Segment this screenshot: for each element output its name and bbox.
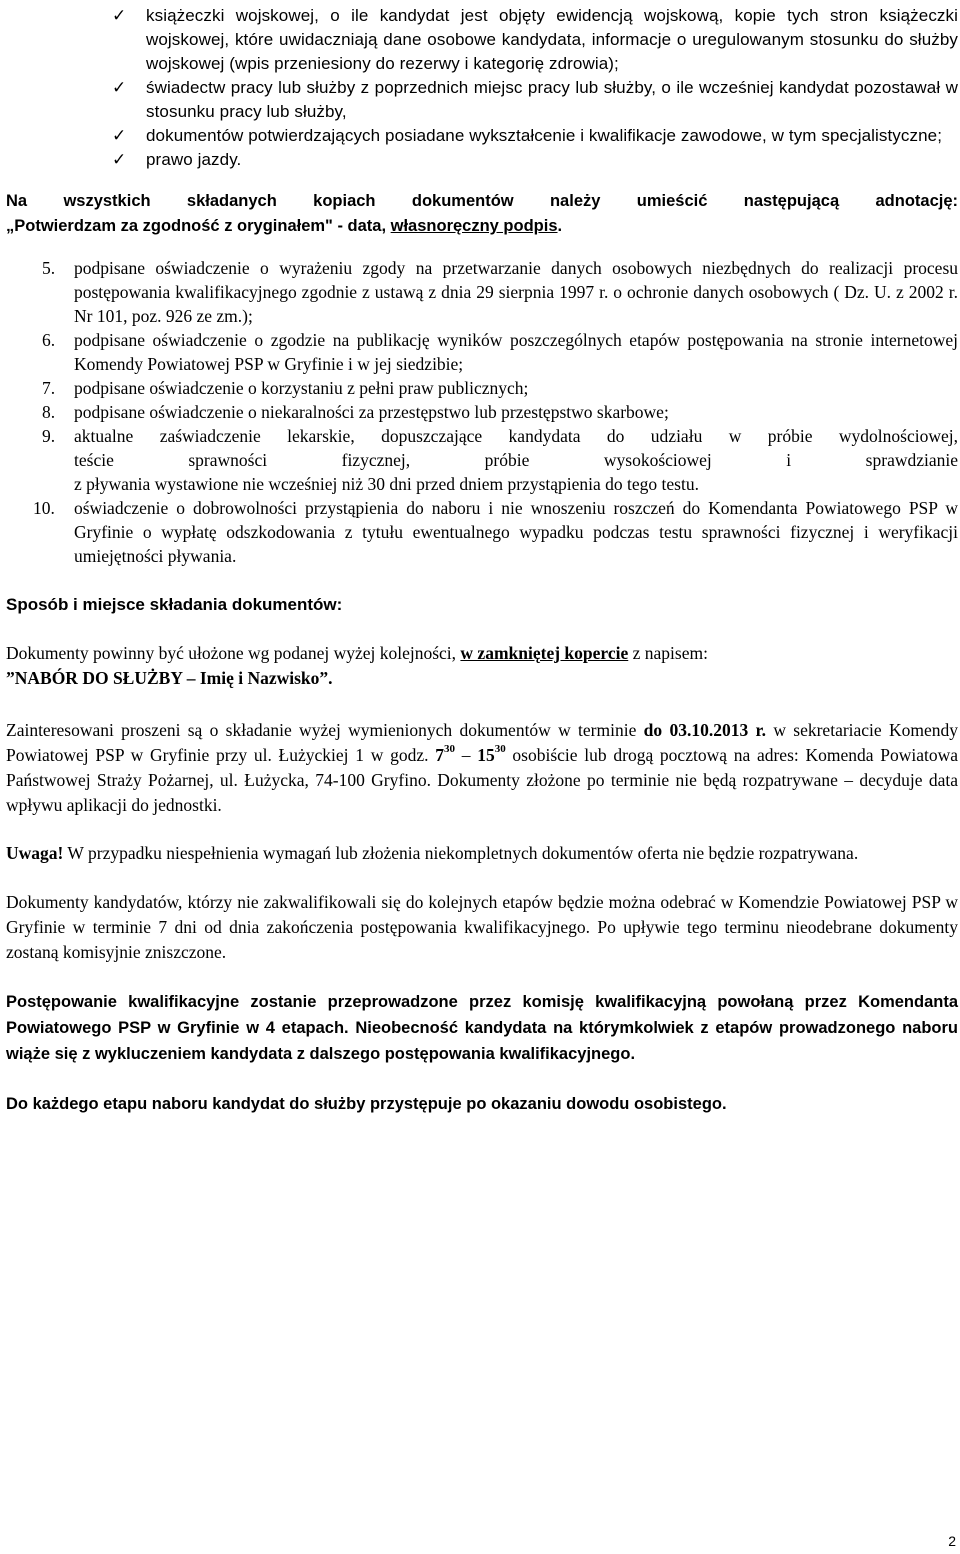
checklist-item: ✓ prawo jazdy. <box>112 150 242 170</box>
list-item: 9. aktualne zaświadczenie lekarskie, dopuszczające kandydata do udziału w próbie wydolnościowej, teście sprawności fizycznej, próbie wysokościowej i sprawdzianie z pływania wystawione nie wcześniej niż 30 dni przed dniem przystąpienia do tego testu. <box>42 426 958 494</box>
checkmark-icon: ✓ <box>112 78 127 98</box>
warning-paragraph: Uwaga! W przypadku niespełnienia wymagań lub złożenia niekompletnych dokumentów oferta nie będzie rozpatrywana. <box>6 843 859 863</box>
document-page <box>6 4 958 1117</box>
id-requirement-paragraph: Do każdego etapu naboru kandydat do służby przystępuje po okazaniu dowodu osobistego. <box>6 1095 727 1113</box>
list-item: 6. podpisane oświadczenie o zgodzie na publikację wyników poszczególnych etapów postępowania na stronie internetowej Komendy Powiatowej PSP w Gryfinie i w jej siedzibie; <box>42 330 958 374</box>
checklist-item: ✓ świadectw pracy lub służby z poprzednich miejsc pracy lub służby, o ile wcześniej kandydat pozostawał w stosunku pracy lub służby, <box>112 78 958 121</box>
envelope-instructions: Dokumenty powinny być ułożone wg podanej wyżej kolejności, w zamkniętej kopercie z napisem: ”NABÓR DO SŁUŻBY – Imię i Nazwisko”. <box>6 643 708 688</box>
list-item: 10. oświadczenie o dobrowolności przystąpienia do naboru i nie wnoszeniu roszczeń do Komendanta Powiatowego PSP w Gryfinie o wypłatę odszkodowania z tytułu ewentualnego wypadku podczas testu sprawności fizycznej i weryfikacji umiejętności pływania. <box>33 498 958 566</box>
procedure-paragraph: Postępowanie kwalifikacyjne zostanie przeprowadzone przez komisję kwalifikacyjną powołaną przez Komendanta Powiatowego PSP w Gryfinie w 4 etapach. Nieobecność kandydata na którymkolwiek z etapów prowadzonego naboru wiąże się z wykluczeniem kandydata z dalszego postępowania kwalifikacyjnego. <box>6 993 958 1063</box>
document-pickup-paragraph: Dokumenty kandydatów, którzy nie zakwalifikowali się do kolejnych etapów będzie można odebrać w Komendzie Powiatowej PSP w Gryfinie w terminie 7 dni od dnia zakończenia postępowania kwalifikacyjnego. Po upływie tego terminu nieodebrane dokumenty zostaną komisyjnie zniszczone. <box>6 892 958 962</box>
list-item: 5. podpisane oświadczenie o wyrażeniu zgody na przetwarzanie danych osobowych niezbędnych do realizacji procesu postępowania kwalifikacyjnego zgodnie z ustawą z dnia 29 sierpnia 1997 r. o ochronie danych osobowych ( Dz. U. z 2002 r. Nr 101, poz. 926 ze zm.); <box>42 258 958 326</box>
certification-notice: Na wszystkich składanych kopiach dokumentów należy umieścić następującą adnotację: „Potwierdzam za zgodność z oryginałem" - data, własnoręczny podpis. <box>6 192 958 235</box>
checklist-item: ✓ książeczki wojskowej, o ile kandydat jest objęty ewidencją wojskową, kopie tych stron książeczki wojskowej, które uwidaczniają dane osobowe kandydata, informacje o uregulowanym stosunku do służby wojskowej (wpis przeniesiony do rezerwy i kategorię zdrowia); <box>112 6 958 73</box>
checklist-item: ✓ dokumentów potwierdzających posiadane wykształcenie i kwalifikacje zawodowe, w tym specjalistyczne; <box>112 126 943 146</box>
checkmark-icon: ✓ <box>112 126 127 146</box>
list-item: 7. podpisane oświadczenie o korzystaniu z pełni praw publicznych; <box>42 378 529 398</box>
deadline-paragraph: Zainteresowani proszeni są o składanie wyżej wymienionych dokumentów w terminie do 03.10.2013 r. w sekretariacie Komendy Powiatowej PSP w Gryfinie przy ul. Łużyckiej 1 w godz. $7^{30} - 15^{30}$ osobiście lub drogą pocztową na adres: Komenda Powiatowa Państwowej Straży Pożarnej, ul. Łużycka, 74-100 Gryfino. Dokumenty złożone po terminie nie będą rozpatrywane – decyduje data wpływu aplikacji do jednostki. <box>6 720 959 815</box>
document-checklist <box>6 4 958 172</box>
list-item: 8. podpisane oświadczenie o niekaralności za przestępstwo lub przestępstwo skarbowe; <box>42 402 669 422</box>
checkmark-icon: ✓ <box>112 150 127 170</box>
section-heading: Sposób i miejsce składania dokumentów: <box>6 595 343 614</box>
page-number: 2 <box>948 1533 956 1549</box>
required-documents-list <box>6 256 958 568</box>
checkmark-icon: ✓ <box>112 6 127 26</box>
